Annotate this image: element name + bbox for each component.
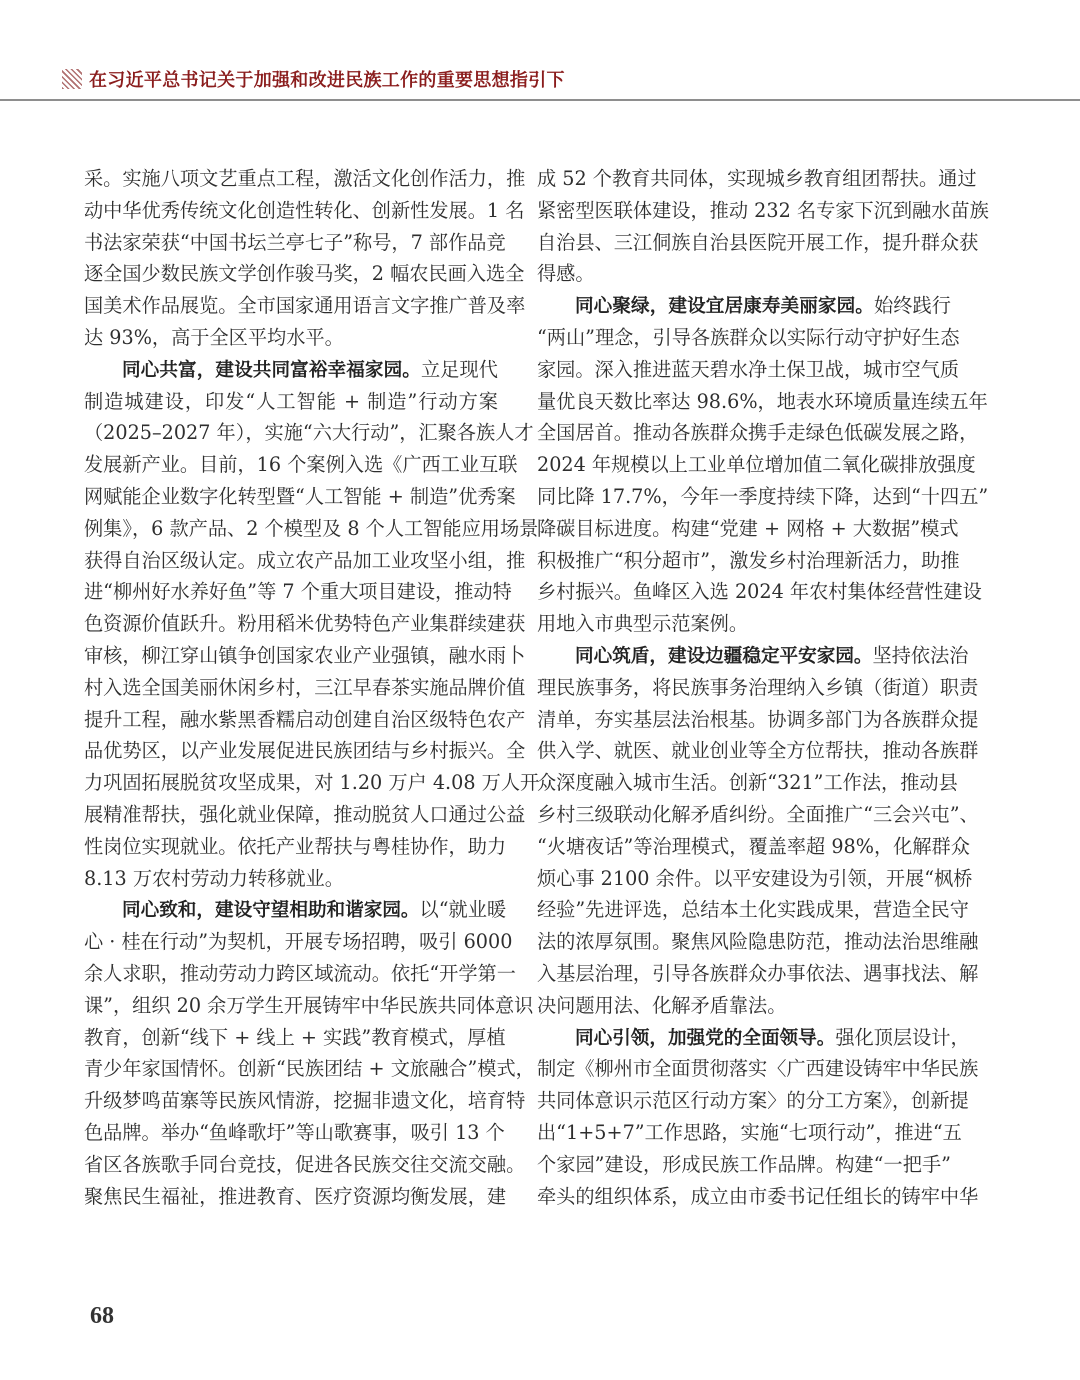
text-line [84, 640, 526, 672]
line-text: 展精准帮扶，强化就业保障，推动脱贫人口通过公益 [84, 802, 526, 826]
text-line [84, 258, 525, 290]
text-line [84, 863, 498, 895]
line-text: 同比降 17.7%，今年一季度持续下降，达到“十四五” [537, 484, 989, 508]
text-line [84, 513, 539, 545]
line-text: 制定《柳州市全面贯彻落实〈广西建设铸牢中华民族 [537, 1057, 979, 1081]
running-header-title: 在习近平总书记关于加强和改进民族工作的重要思想指引下 [89, 70, 565, 91]
text-line [84, 576, 512, 608]
line-text: 共同体意识示范区行动方案〉的分工方案》，创新提 [537, 1089, 969, 1113]
running-header [0, 0, 1080, 101]
line-text: 获得自治区级认定。成立农产品加工业攻坚小组，推 [84, 548, 526, 572]
text-line [537, 799, 979, 831]
line-text: “火塘夜话”等治理模式，覆盖率超 98%，化解群众 [537, 834, 970, 858]
text-line [537, 1053, 979, 1085]
left-column [84, 163, 540, 1212]
line-text: （2025–2027 年），实施“六大行动”，汇聚各族人才 [84, 421, 534, 445]
line-text: 清单，夯实基层法治根基。协调多部门为各族群众提 [537, 707, 979, 731]
line-text: 烦心事 2100 余件。以平安建设为引领，开展“枫桥 [537, 866, 973, 890]
text-line [84, 958, 516, 990]
line-text: 经验”先进评选，总结本土化实践成果，营造全民守 [537, 898, 969, 922]
text-line [537, 704, 979, 736]
text-line [537, 894, 969, 926]
text-line [537, 354, 960, 386]
section-heading-line [84, 894, 507, 926]
line-text: 立足现代 [420, 357, 498, 381]
line-text: 网赋能企业数字化转型暨“人工智能 + 制造”优秀案 [84, 484, 516, 508]
line-text: 色资源价值跃升。粉用稻米优势特色产业集群续建获 [84, 612, 526, 636]
line-text: 余人求职，推动劳动力跨区域流动。依托“开学第一 [84, 961, 516, 985]
line-text: 入基层治理，引导各族群众办事依法、遇事找法、解 [537, 961, 979, 985]
text-line [84, 1117, 505, 1149]
text-line [84, 322, 498, 354]
text-line [84, 672, 526, 704]
text-line [84, 831, 507, 863]
text-line [84, 1022, 506, 1054]
line-text: 制造城建设，印发“人工智能 + 制造”行动方案 [84, 389, 498, 413]
text-line [537, 1181, 979, 1213]
text-line [537, 576, 982, 608]
line-text: 出“1+5+7”工作思路，实施“七项行动”，推进“五 [537, 1120, 962, 1144]
line-text: 乡村振兴。鱼峰区入选 2024 年农村集体经营性建设 [537, 580, 982, 604]
line-text: 得感。 [537, 262, 595, 286]
text-line [84, 799, 526, 831]
line-text: 省区各族歌手同台竞技，促进各民族交往交流交融。 [84, 1152, 526, 1176]
section-heading-line [537, 1022, 970, 1054]
text-line [84, 386, 498, 418]
text-line [537, 926, 979, 958]
line-text: 家园。深入推进蓝天碧水净土保卫战，城市空气质 [537, 357, 960, 381]
text-line [84, 735, 526, 767]
line-text: 课”，组织 20 余万学生开展铸牢中华民族共同体意识 [84, 993, 534, 1017]
line-text: 性岗位实现就业。依托产业帮扶与粤桂协作，助力 [84, 834, 507, 858]
line-text: 品优势区，以产业发展促进民族团结与乡村振兴。全 [84, 739, 526, 763]
line-text: 村入选全国美丽休闲乡村，三江早春茶实施品牌价值 [84, 675, 526, 699]
line-text: 色品牌。举办“鱼峰歌圩”等山歌赛事，吸引 13 个 [84, 1120, 505, 1144]
line-text: 全国居首。推动各族群众携手走绿色低碳发展之路， [537, 421, 979, 445]
section-heading-line [537, 290, 951, 322]
section-lead: 同心筑盾，建设边疆稳定平安家园。 [575, 645, 873, 667]
text-line [537, 322, 960, 354]
line-text: 达 93%，高于全区平均水平。 [84, 325, 344, 349]
line-text: 牵头的组织体系，成立由市委书记任组长的铸牢中华 [537, 1184, 979, 1208]
text-line [84, 481, 516, 513]
line-text: 决问题用法、化解矛盾靠法。 [537, 993, 787, 1017]
text-line [84, 704, 526, 736]
text-line [84, 449, 518, 481]
line-text: 降碳目标进度。构建“党建 + 网格 + 大数据”模式 [537, 516, 959, 540]
line-text: 量优良天数比率达 98.6%，地表水环境质量连续五年 [537, 389, 988, 413]
text-line [84, 608, 526, 640]
line-text: 坚持依法治 [872, 643, 969, 667]
text-line [84, 227, 506, 259]
text-line [84, 1181, 507, 1213]
line-text: 审核，柳江穿山镇争创国家农业产业强镇，融水雨卜 [84, 643, 526, 667]
text-line [537, 608, 951, 640]
line-text: 书法家荣获“中国书坛兰亭七子”称号，7 部作品竞 [84, 230, 506, 254]
text-line [537, 227, 979, 259]
text-line [84, 417, 534, 449]
line-text: 教育，创新“线下 + 线上 + 实践”教育模式，厚植 [84, 1025, 506, 1049]
text-line [537, 1085, 969, 1117]
text-line [84, 990, 534, 1022]
text-line [537, 258, 951, 290]
line-text: 法的浓厚氛围。聚焦风险隐患防范，推动法治思维融 [537, 930, 979, 954]
text-line [84, 163, 526, 195]
text-line [537, 831, 970, 863]
text-line [537, 195, 989, 227]
page-number: 68 [90, 1303, 114, 1329]
line-text: 乡村三级联动化解矛盾纠纷。全面推广“三会兴屯”、 [537, 802, 979, 826]
text-line [84, 1149, 526, 1181]
line-text: 例集》，6 款产品、2 个模型及 8 个人工智能应用场景 [84, 516, 539, 540]
line-text: 聚焦民生福祉，推进教育、医疗资源均衡发展，建 [84, 1184, 507, 1208]
text-line [84, 1053, 535, 1085]
line-text: 进“柳州好水养好鱼”等 7 个重大项目建设，推动特 [84, 580, 512, 604]
text-line [537, 672, 979, 704]
line-text: 发展新产业。目前，16 个案例入选《广西工业互联 [84, 453, 518, 477]
text-line [84, 545, 526, 577]
line-text: 提升工程，融水紫黑香糯启动创建自治区级特色农产 [84, 707, 526, 731]
text-line [537, 1117, 962, 1149]
text-line [537, 481, 989, 513]
line-text: 8.13 万农村劳动力转移就业。 [84, 866, 344, 890]
text-line [537, 163, 977, 195]
text-line [537, 735, 979, 767]
section-lead: 同心共富，建设共同富裕幸福家园。 [122, 359, 421, 381]
line-text: 采。实施八项文艺重点工程，激活文化创作活力，推 [84, 167, 526, 190]
line-text: 动中华优秀传统文化创造性转化、创新性发展。1 名 [84, 198, 525, 222]
section-lead: 同心致和，建设守望相助和谐家园。 [122, 900, 420, 922]
text-line [537, 417, 979, 449]
line-text: 众深度融入城市生活。创新“321”工作法，推动县 [537, 771, 958, 795]
text-line [537, 767, 958, 799]
text-line [84, 926, 513, 958]
right-column [537, 163, 989, 1212]
line-text: 用地入市典型示范案例。 [537, 612, 749, 636]
text-line [84, 1085, 526, 1117]
text-line [537, 990, 951, 1022]
line-text: 个家园”建设，形成民族工作品牌。构建“一把手” [537, 1152, 951, 1176]
section-heading-line [84, 354, 498, 386]
line-text: 紧密型医联体建设，推动 232 名专家下沉到融水苗族 [537, 198, 989, 222]
text-line [537, 513, 959, 545]
line-text: 供入学、就医、就业创业等全方位帮扶，推动各族群 [537, 739, 979, 763]
line-text: 心 · 桂在行动”为契机，开展专场招聘，吸引 6000 [84, 930, 513, 954]
line-text: 升级梦鸣苗寨等民族风情游，挖掘非遗文化，培育特 [84, 1089, 526, 1113]
line-text: 理民族事务，将民族事务治理纳入乡镇（街道）职责 [537, 675, 979, 699]
line-text: 强化顶层设计， [835, 1025, 970, 1049]
text-line [537, 958, 979, 990]
text-line [84, 290, 526, 322]
line-text: 力巩固拓展脱贫攻坚成果，对 1.20 万户 4.08 万人开 [84, 771, 540, 795]
section-lead: 同心引领，加强党的全面领导。 [575, 1027, 836, 1049]
line-text: 始终践行 [873, 294, 951, 318]
line-text: 以“就业暖 [419, 898, 507, 922]
hatch-pattern-icon [62, 69, 82, 89]
line-text: 成 52 个教育共同体，实现城乡教育组团帮扶。通过 [537, 167, 977, 190]
line-text: 积极推广“积分超市”，激发乡村治理新活力，助推 [537, 548, 960, 572]
section-lead: 同心聚绿，建设宜居康寿美丽家园。 [575, 296, 874, 318]
text-line [537, 1149, 951, 1181]
line-text: “两山”理念，引导各族群众以实际行动守护好生态 [537, 325, 960, 349]
text-line [537, 863, 973, 895]
line-text: 青少年家国情怀。创新“民族团结 + 文旅融合”模式， [84, 1057, 535, 1081]
text-line [537, 449, 976, 481]
text-line [84, 195, 525, 227]
text-line [84, 767, 540, 799]
section-heading-line [537, 640, 969, 672]
text-line [537, 545, 960, 577]
line-text: 国美术作品展览。全市国家通用语言文字推广普及率 [84, 294, 526, 318]
line-text: 2024 年规模以上工业单位增加值二氧化碳排放强度 [537, 453, 976, 477]
line-text: 逐全国少数民族文学创作骏马奖，2 幅农民画入选全 [84, 262, 525, 286]
line-text: 自治县、三江侗族自治县医院开展工作，提升群众获 [537, 230, 979, 254]
text-line [537, 386, 988, 418]
